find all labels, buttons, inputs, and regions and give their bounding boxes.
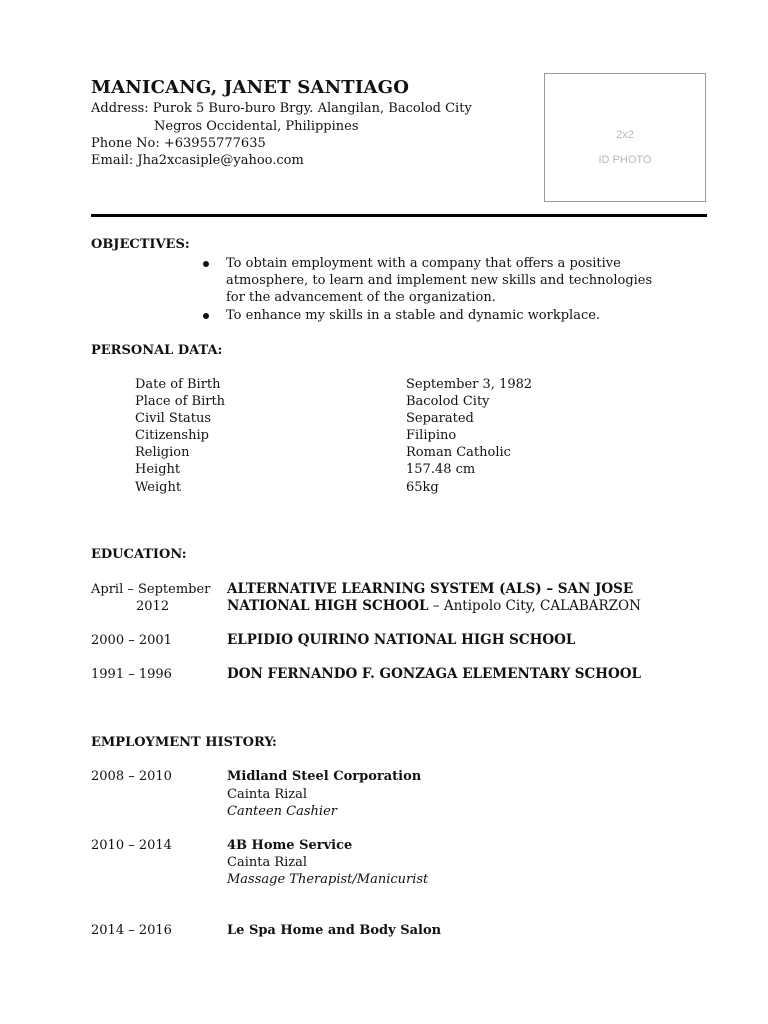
address-line-2: Negros Occidental, Philippines <box>154 119 359 134</box>
bullet-icon <box>203 261 209 267</box>
objectives-heading: OBJECTIVES: <box>91 237 190 252</box>
personal-value-birthplace: Bacolod City <box>406 394 490 409</box>
photo-size-label: 2x2 <box>616 129 634 141</box>
personal-value-weight: 65kg <box>406 480 439 495</box>
personal-label-height: Height <box>135 462 181 477</box>
employment-1-location: Cainta Rizal <box>227 787 308 802</box>
personal-value-birthdate: September 3, 1982 <box>406 377 533 392</box>
objective-1-line-3: for the advancement of the organization. <box>226 290 496 305</box>
employment-2-company: 4B Home Service <box>227 838 353 853</box>
objective-1-line-1: To obtain employment with a company that offers a positive <box>226 256 621 271</box>
employment-3-dates: 2014 – 2016 <box>91 923 172 938</box>
education-1-school: ALTERNATIVE LEARNING SYSTEM (ALS) – SAN JOSE <box>227 581 634 597</box>
education-1-date: April – September <box>91 582 211 597</box>
personal-label-citizenship: Citizenship <box>135 428 209 443</box>
personal-value-citizenship: Filipino <box>406 428 457 443</box>
personal-label-civil-status: Civil Status <box>135 411 212 426</box>
employment-2-location: Cainta Rizal <box>227 855 308 870</box>
employment-1-dates: 2008 – 2010 <box>91 769 172 784</box>
education-1-school-location: – Antipolo City, CALABARZON <box>428 598 641 614</box>
objective-2-line-1: To enhance my skills in a stable and dynamic workplace. <box>226 308 601 323</box>
bullet-icon <box>203 313 209 319</box>
id-photo-placeholder <box>544 73 706 202</box>
header-divider <box>91 214 707 217</box>
employment-3-company: Le Spa Home and Body Salon <box>227 923 442 938</box>
education-2-school: ELPIDIO QUIRINO NATIONAL HIGH SCHOOL <box>227 632 576 648</box>
applicant-name: MANICANG, JANET SANTIAGO <box>91 77 410 98</box>
personal-data-heading: PERSONAL DATA: <box>91 343 223 358</box>
photo-caption: ID PHOTO <box>598 154 652 166</box>
education-1-school-line-2 <box>227 598 641 615</box>
education-2-date: 2000 – 2001 <box>91 633 172 648</box>
education-3-school: DON FERNANDO F. GONZAGA ELEMENTARY SCHOOL <box>227 666 642 682</box>
personal-label-religion: Religion <box>135 445 190 460</box>
objective-1-line-2: atmosphere, to learn and implement new skills and technologies <box>226 273 653 288</box>
personal-label-weight: Weight <box>135 480 182 495</box>
personal-value-religion: Roman Catholic <box>406 445 511 460</box>
employment-2-dates: 2010 – 2014 <box>91 838 172 853</box>
education-1-school-name-end: NATIONAL HIGH SCHOOL <box>227 598 429 614</box>
personal-value-civil-status: Separated <box>406 411 474 426</box>
education-1-year: 2012 <box>136 599 170 614</box>
personal-label-birthplace: Place of Birth <box>135 394 226 409</box>
personal-label-birthdate: Date of Birth <box>135 377 221 392</box>
employment-heading: EMPLOYMENT HISTORY: <box>91 735 277 750</box>
education-3-date: 1991 – 1996 <box>91 667 172 682</box>
education-heading: EDUCATION: <box>91 547 187 562</box>
employment-2-position: Massage Therapist/Manicurist <box>227 872 429 887</box>
address-line-1: Address: Purok 5 Buro-buro Brgy. Alangilan, Bacolod City <box>91 101 472 116</box>
email-address: Email: Jha2xcasiple@yahoo.com <box>91 153 304 168</box>
employment-1-position: Canteen Cashier <box>227 804 337 819</box>
personal-value-height: 157.48 cm <box>406 462 476 477</box>
phone-number: Phone No: +63955777635 <box>91 136 266 151</box>
employment-1-company: Midland Steel Corporation <box>227 769 422 784</box>
